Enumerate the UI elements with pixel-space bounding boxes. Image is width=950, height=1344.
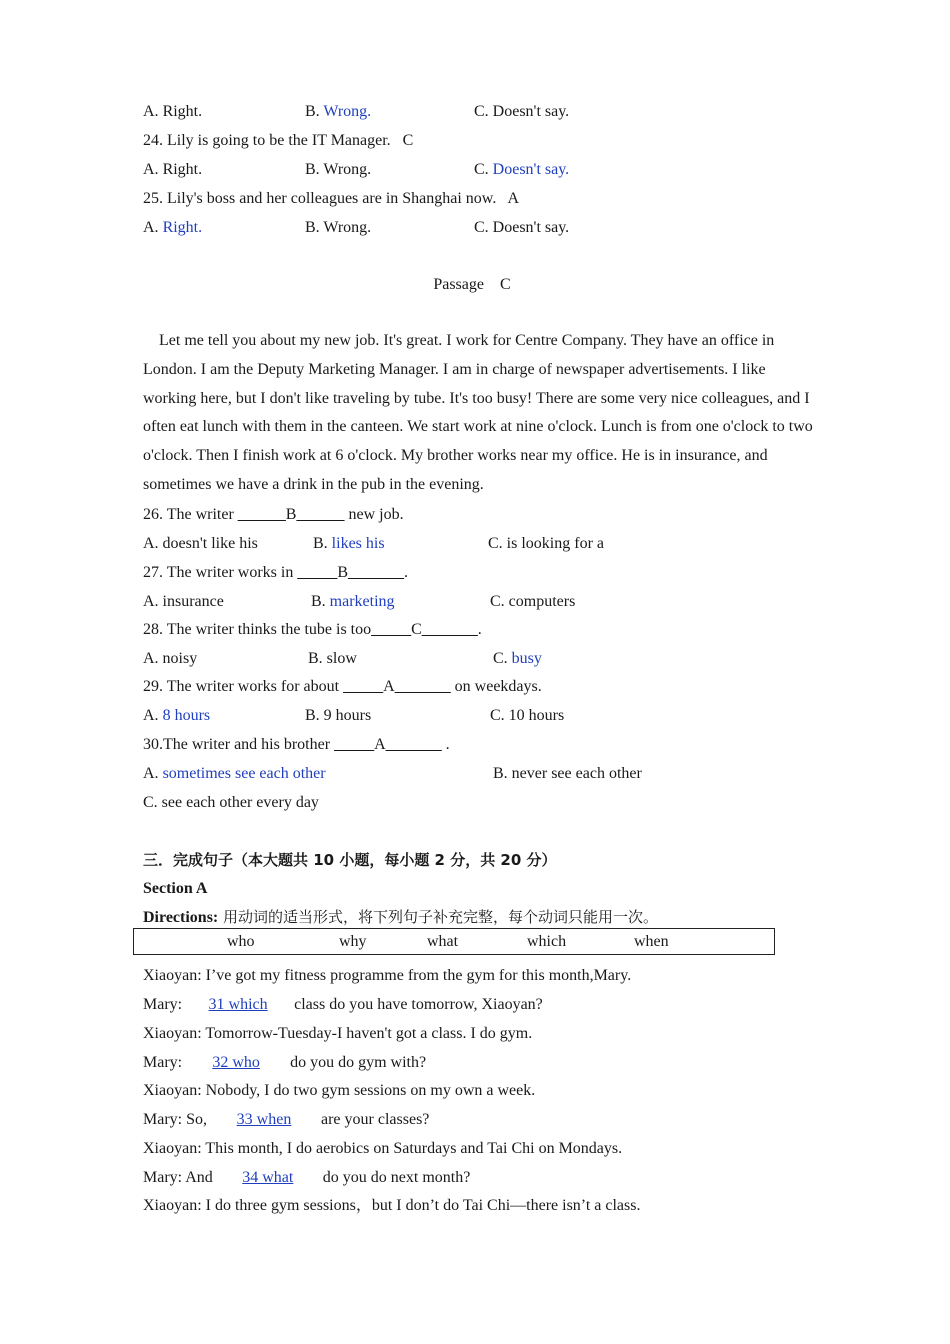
word-box-item: who [227,933,255,950]
q24-stem: 24. Lily is going to be the IT Manager. C [143,132,414,149]
q25-option-b: B. Wrong. [305,219,372,236]
directions: Directions: 用动词的适当形式，将下列句子补充完整，每个动词只能用一次。 [143,908,659,926]
dialogue-line: Xiaoyan: This month, I do aerobics on Saturdays and Tai Chi on Mondays. [143,1140,623,1157]
dialogue-line: Mary: And 34 what do you do next month? [143,1169,471,1186]
q23-option-c: C. Doesn't say. [474,103,570,120]
word-box-item: which [527,933,567,950]
q30-option-c: C. see each other every day [143,794,319,811]
q25-option-c: C. Doesn't say. [474,219,570,236]
q23-option-b: B. Wrong. [305,103,372,120]
q28-option-b: B. slow [308,650,357,667]
q23-option-a: A. Right. [143,103,203,120]
answer-blank: 32 who [212,1054,260,1071]
section-a-label: Section A [143,880,208,897]
section-3-heading: 三．完成句子（本大题共 10 小题，每小题 2 分，共 20 分） [143,851,557,869]
q30-option-b: B. never see each other [493,765,642,782]
dialogue-line: Xiaoyan: I’ve got my fitness programme from the gym for this month,Mary. [143,967,632,984]
q28-stem: 28. The writer thinks the tube is too_____C_______. [143,621,482,638]
answer-blank: 34 what [242,1169,294,1186]
passage-c-title: Passage C [433,276,511,293]
q26-option-a: A. doesn't like his [143,535,258,552]
q29-option-a: A. 8 hours [143,707,211,724]
q27-stem: 27. The writer works in _____B_______. [143,564,409,581]
dialogue-line: Xiaoyan: I do three gym sessions，but I don’t do Tai Chi—there isn’t a class. [143,1197,641,1214]
q30-stem: 30.The writer and his brother _____A_______ . [143,736,450,753]
q24-option-c: C. Doesn't say. [474,161,570,178]
q29-option-b: B. 9 hours [305,707,372,724]
q29-option-c: C. 10 hours [490,707,565,724]
q28-option-a: A. noisy [143,650,198,667]
dialogue-line: Xiaoyan: Nobody, I do two gym sessions on my own a week. [143,1082,536,1099]
passage-c-body: Let me tell you about my new job. It's great. I work for Centre Company. They have an office in London. I am the Deputy Marketing Manager. I am in charge of newspaper advertisements. I like working here, but I don't like traveling by tube. It's too busy! There are some very nice colleagues, and I often eat lunch with them in the canteen. We start work at nine o'clock. Lunch is from one o'clock to two o'clock. Then I finish work at 6 o'clock. My brother works near my office. He is in insurance, and sometimes we have a drink in the pub in the evening. [143,332,813,493]
dialogue-line: Mary: 32 who do you do gym with? [143,1054,427,1071]
dialogue-line: Mary: 31 which class do you have tomorrow, Xiaoyan? [143,996,543,1013]
q25-option-a: A. Right. [143,219,203,236]
q29-stem: 29. The writer works for about _____A_______ on weekdays. [143,678,542,695]
q27-option-b: B. marketing [311,593,395,610]
q26-option-b: B. likes his [313,535,385,552]
q30-option-a: A. sometimes see each other [143,765,326,782]
word-box [133,928,775,955]
dialogue-line: Mary: So, 33 when are your classes? [143,1111,430,1128]
q27-option-a: A. insurance [143,593,224,610]
q25-stem: 25. Lily's boss and her colleagues are in Shanghai now. A [143,190,520,207]
q27-option-c: C. computers [490,593,576,610]
q24-option-a: A. Right. [143,161,203,178]
q26-option-c: C. is looking for a [488,535,604,552]
answer-blank: 31 which [208,996,268,1013]
word-box-item: when [634,933,669,950]
q24-option-b: B. Wrong. [305,161,372,178]
word-box-item: why [339,933,367,950]
word-box-item: what [427,933,459,950]
answer-blank: 33 when [236,1111,292,1128]
q28-option-c: C. busy [493,650,542,667]
q26-stem: 26. The writer ______B______ new job. [143,506,404,523]
dialogue-line: Xiaoyan: Tomorrow-Tuesday-I haven't got a class. I do gym. [143,1025,533,1042]
